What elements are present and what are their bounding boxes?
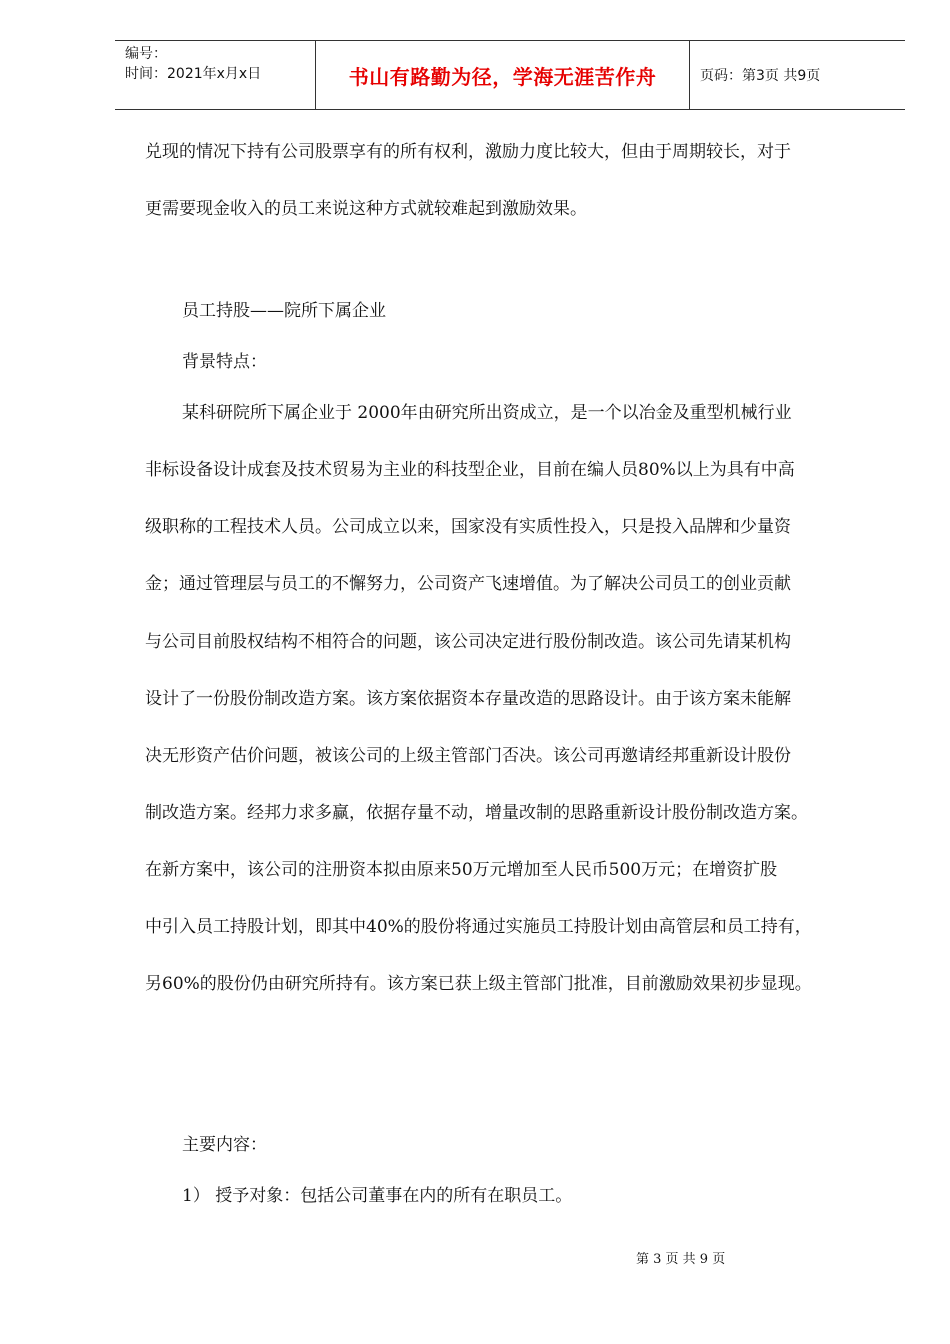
paragraph-line: 在新方案中，该公司的注册资本拟由原来50万元增加至人民币500万元；在增资扩股 (145, 860, 778, 880)
paragraph-line: 更需要现金收入的员工来说这种方式就较难起到激励效果。 (145, 199, 587, 219)
paragraph-line: 设计了一份股份制改造方案。该方案依据资本存量改造的思路设计。由于该方案未能解 (145, 689, 791, 709)
paragraph-line: 制改造方案。经邦力求多赢，依据存量不动，增量改制的思路重新设计股份制改造方案。 (145, 803, 808, 823)
document-number-label: 编号： (125, 46, 167, 62)
paragraph-line: 与公司目前股权结构不相符合的问题，该公司决定进行股份制改造。该公司先请某机构 (145, 632, 791, 652)
header-motto: 书山有路勤为径，学海无涯苦作舟 (348, 64, 657, 89)
header-motto-cell (316, 41, 690, 109)
section-heading: 员工持股——院所下属企业 (182, 301, 386, 321)
paragraph-line: 非标设备设计成套及技术贸易为主业的科技型企业，目前在编人员80%以上为具有中高 (145, 460, 795, 480)
paragraph-line: 某科研院所下属企业于 2000年由研究所出资成立，是一个以冶金及重型机械行业 (182, 403, 792, 423)
paragraph-line: 金；通过管理层与员工的不懈努力，公司资产飞速增值。为了解决公司员工的创业贡献 (145, 574, 791, 594)
page-footer: 第 3 页 共 9 页 (636, 1252, 726, 1267)
paragraph-line: 级职称的工程技术人员。公司成立以来，国家没有实质性投入，只是投入品牌和少量资 (145, 517, 791, 537)
header-page-info: 页码：第3页 共9页 (700, 68, 821, 84)
paragraph-line: 决无形资产估价问题，被该公司的上级主管部门否决。该公司再邀请经邦重新设计股份 (145, 746, 791, 766)
subsection-heading: 背景特点： (182, 352, 267, 372)
document-time-label: 时间：2021年x月x日 (125, 66, 262, 82)
subsection-heading: 主要内容： (182, 1135, 267, 1155)
paragraph-line: 另60%的股份仍由研究所持有。该方案已获上级主管部门批准，目前激励效果初步显现。 (145, 974, 812, 994)
paragraph-line: 兑现的情况下持有公司股票享有的所有权利，激励力度比较大，但由于周期较长，对于 (145, 142, 791, 162)
header-meta (115, 41, 316, 109)
paragraph-line: 中引入员工持股计划，即其中40%的股份将通过实施员工持股计划由高管层和员工持有， (145, 917, 812, 937)
page-header (115, 40, 905, 110)
list-item: 1） 授予对象：包括公司董事在内的所有在职员工。 (182, 1186, 573, 1206)
